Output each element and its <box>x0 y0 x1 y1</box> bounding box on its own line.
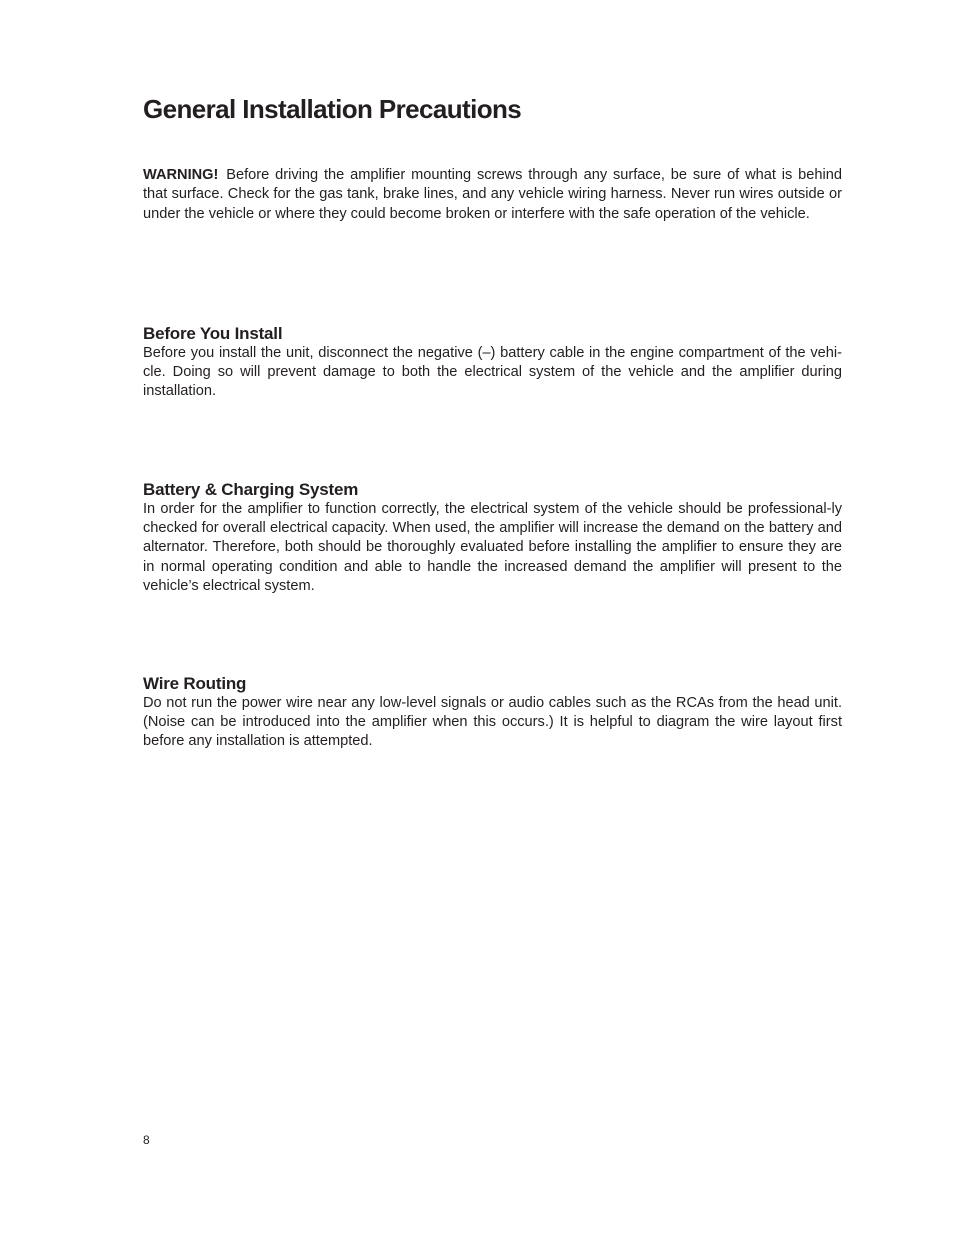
page-number: 8 <box>143 1133 150 1147</box>
section-body: In order for the amplifier to function correctly, the electrical system of the vehicle should be professional-ly checked for overall electrical capacity. When used, the amplifier will increase the demand on the battery and alternator. Therefore, both should be thoroughly evaluated before installing the amplifier to ensure they are in normal operating condition and able to handle the increased demand the amplifier will present to the vehicle’s electrical system. <box>143 501 842 594</box>
section-heading: Battery & Charging System <box>143 480 359 499</box>
section-battery-charging-system <box>143 479 842 596</box>
section-before-you-install <box>143 323 842 402</box>
section-heading: Before You Install <box>143 324 283 343</box>
section-wire-routing <box>143 673 842 752</box>
section-body: Do not run the power wire near any low-level signals or audio cables such as the RCAs from the head unit. (Noise can be introduced into the amplifier when this occurs.) It is helpful to diagram the wire layout first before any installation is attempted. <box>143 695 842 750</box>
section-heading: Wire Routing <box>143 674 247 693</box>
warning-paragraph <box>143 166 842 224</box>
page-title: General Installation Precautions <box>143 94 522 124</box>
warning-text: Before driving the amplifier mounting screws through any surface, be sure of what is behind that surface. Check for the gas tank, brake lines, and any vehicle wiring harness. Never run wires outside or under the vehicle or where they could become broken or interfere with the safe operation of the vehicle. <box>143 167 842 222</box>
section-body: Before you install the unit, disconnect the negative (–) battery cable in the engine compartment of the vehi-cle. Doing so will prevent damage to both the electrical system of the vehicle and the amplifier during installation. <box>143 345 842 400</box>
warning-label: WARNING! <box>143 167 219 183</box>
